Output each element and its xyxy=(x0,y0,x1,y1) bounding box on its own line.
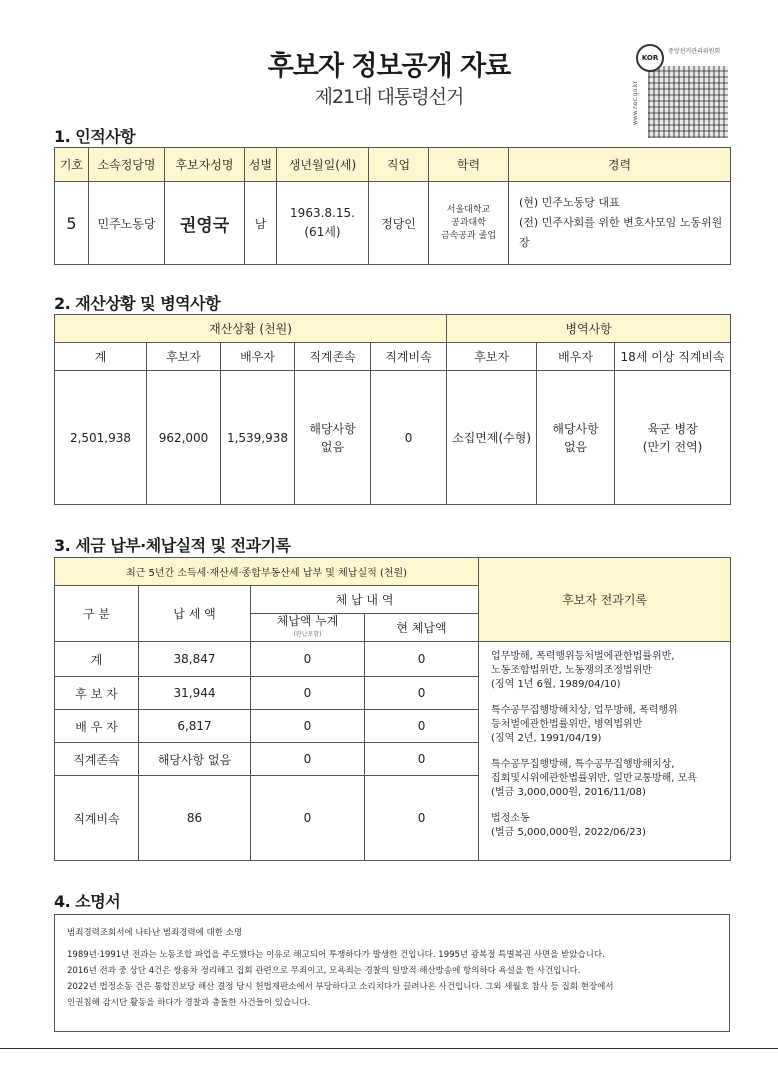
candidate-job: 정당인 xyxy=(369,182,429,265)
candidate-name: 권영국 xyxy=(165,182,245,265)
table-row: 직계존속 해당사항 없음 0 0 xyxy=(55,743,731,776)
header-education: 학력 xyxy=(429,148,509,182)
section1-title: 1. 인적사항 xyxy=(54,127,136,146)
header-job: 직업 xyxy=(369,148,429,182)
property-military-table xyxy=(54,314,731,505)
header-birth: 생년월일(세) xyxy=(277,148,369,182)
header-spouse: 배우자 xyxy=(221,343,295,371)
table-row: 계 38,847 0 0 업무방해, 폭력행위등처벌에관한법률위반, 노동조합법위반, 노동쟁의조정법위반 (징역 1년 6월, 1989/04/10) 특수공무집행방해치상, 업무방해, 폭력행위 등처벌에관한법률위반, 병역법위반 (징역 2년, 1991/04/19) 특수공무집행방해, 특수공무집행방해치상, 집회및시위에관한법률위반, 일반교통방해, 모욕 (벌금 3,000,000원, 2016/11/08) 법정소동 (벌금 5,000,000원, 2022/06/23) xyxy=(55,642,731,677)
statement-heading: 범죄경력조회서에 나타난 범죄경력에 대한 소명 xyxy=(67,928,243,938)
header-descendant: 직계비속 xyxy=(371,343,447,371)
statement-box xyxy=(54,914,730,1032)
property-descendant: 0 xyxy=(371,371,447,505)
candidate-education: 서울대학교 공과대학 금속공과 졸업 xyxy=(429,182,509,265)
page-subtitle: 제21대 대통령선거 xyxy=(314,86,464,108)
section3-title: 3. 세금 납부·체납실적 및 전과기록 xyxy=(54,536,291,555)
header-current: 현 체납액 xyxy=(365,614,479,642)
tax-record-table xyxy=(54,557,731,861)
header-paid: 납 세 액 xyxy=(139,586,251,642)
statement-line: 1989년·1991년 전과는 노동조합 파업을 주도했다는 이유로 해고되어 투쟁하다가 발생한 건입니다. 1995년 광복절 특별복권 사면을 받았습니다. xyxy=(67,950,605,960)
qr-code-image xyxy=(648,66,728,138)
cumulative-note: (완납포함) xyxy=(293,630,322,638)
section4-title: 4. 소명서 xyxy=(54,892,121,911)
tax-group-header: 최근 5년간 소득세·재산세·종합부동산세 납부 및 체납실적 (천원) xyxy=(55,558,479,586)
header-number: 기호 xyxy=(55,148,89,182)
military-child: 육군 병장 (만기 전역) xyxy=(615,371,731,505)
header-mil-spouse: 배우자 xyxy=(537,343,615,371)
header-cumulative: 체납액 누계 (완납포함) xyxy=(251,614,365,642)
bottom-divider xyxy=(0,1048,778,1049)
header-candidate: 후보자 xyxy=(147,343,221,371)
property-ascendant: 해당사항 없음 xyxy=(295,371,371,505)
header-gender: 성별 xyxy=(245,148,277,182)
header-category: 구 분 xyxy=(55,586,139,642)
candidate-gender: 남 xyxy=(245,182,277,265)
candidate-number: 5 xyxy=(55,182,89,265)
military-spouse: 해당사항 없음 xyxy=(537,371,615,505)
page-title: 후보자 정보공개 자료 xyxy=(267,51,511,82)
property-group-header: 재산상황 (천원) xyxy=(55,315,447,343)
table-row: 후 보 자 31,944 0 0 xyxy=(55,677,731,710)
candidate-birth: 1963.8.15. (61세) xyxy=(277,182,369,265)
candidate-career: (현) 민주노동당 대표 (전) 민주사회를 위한 변호사모임 노동위원장 xyxy=(509,182,731,265)
statement-line: 2016년 전과 중 상단 4건은 쌍용차 정리해고 집회 관련으로 무죄이고, 모욕죄는 경찰의 일방적 해산방송에 항의하다 욕설을 한 사건입니다. xyxy=(67,966,581,976)
list-item: 업무방해, 폭력행위등처벌에관한법률위반, 노동조합법위반, 노동쟁의조정법위반 (징역 1년 6월, 1989/04/10) xyxy=(491,651,675,690)
header-ascendant: 직계존속 xyxy=(295,343,371,371)
property-spouse: 1,539,938 xyxy=(221,371,295,505)
list-item: 법정소동 (벌금 5,000,000원, 2022/06/23) xyxy=(491,813,646,838)
header-mil-candidate: 후보자 xyxy=(447,343,537,371)
personal-info-table xyxy=(54,147,731,265)
header-career: 경력 xyxy=(509,148,731,182)
header-total: 계 xyxy=(55,343,147,371)
statement-line: 인권침해 감시단 활동을 하다가 경찰과 충돌한 사건들이 있습니다. xyxy=(67,998,311,1008)
nec-url: www.nec.go.kr xyxy=(632,81,639,126)
header-name: 후보자성명 xyxy=(165,148,245,182)
property-total: 2,501,938 xyxy=(55,371,147,505)
qr-code-block xyxy=(632,40,732,138)
table-row: 배 우 자 6,817 0 0 xyxy=(55,710,731,743)
statement-line: 2022년 법정소동 건은 통합진보당 해산 결정 당시 헌법재판소에서 부당하다고 소리치다가 끌려나온 사건입니다. 그외 세월호 참사 등 집회 현장에서 xyxy=(67,982,614,992)
section2-title: 2. 재산상황 및 병역사항 xyxy=(54,294,221,313)
nec-org-name: 중앙선거관리위원회 xyxy=(668,48,721,55)
property-candidate: 962,000 xyxy=(147,371,221,505)
military-candidate: 소집면제(수형) xyxy=(447,371,537,505)
list-item: 특수공무집행방해, 특수공무집행방해치상, 집회및시위에관한법률위반, 일반교통방해, 모욕 (벌금 3,000,000원, 2016/11/08) xyxy=(491,759,697,798)
candidate-party: 민주노동당 xyxy=(89,182,165,265)
header-party: 소속정당명 xyxy=(89,148,165,182)
criminal-record-list xyxy=(479,642,731,861)
record-group-header: 후보자 전과기록 xyxy=(479,558,731,642)
header-mil-child: 18세 이상 직계비속 xyxy=(615,343,731,371)
header-arrears: 체 납 내 역 xyxy=(251,586,479,614)
military-group-header: 병역사항 xyxy=(447,315,731,343)
table-row: 직계비속 86 0 0 xyxy=(55,776,731,861)
nec-logo: KOR xyxy=(636,44,664,72)
list-item: 특수공무집행방해치상, 업무방해, 폭력행위 등처벌에관한법률위반, 병역법위반 (징역 2년, 1991/04/19) xyxy=(491,705,678,744)
